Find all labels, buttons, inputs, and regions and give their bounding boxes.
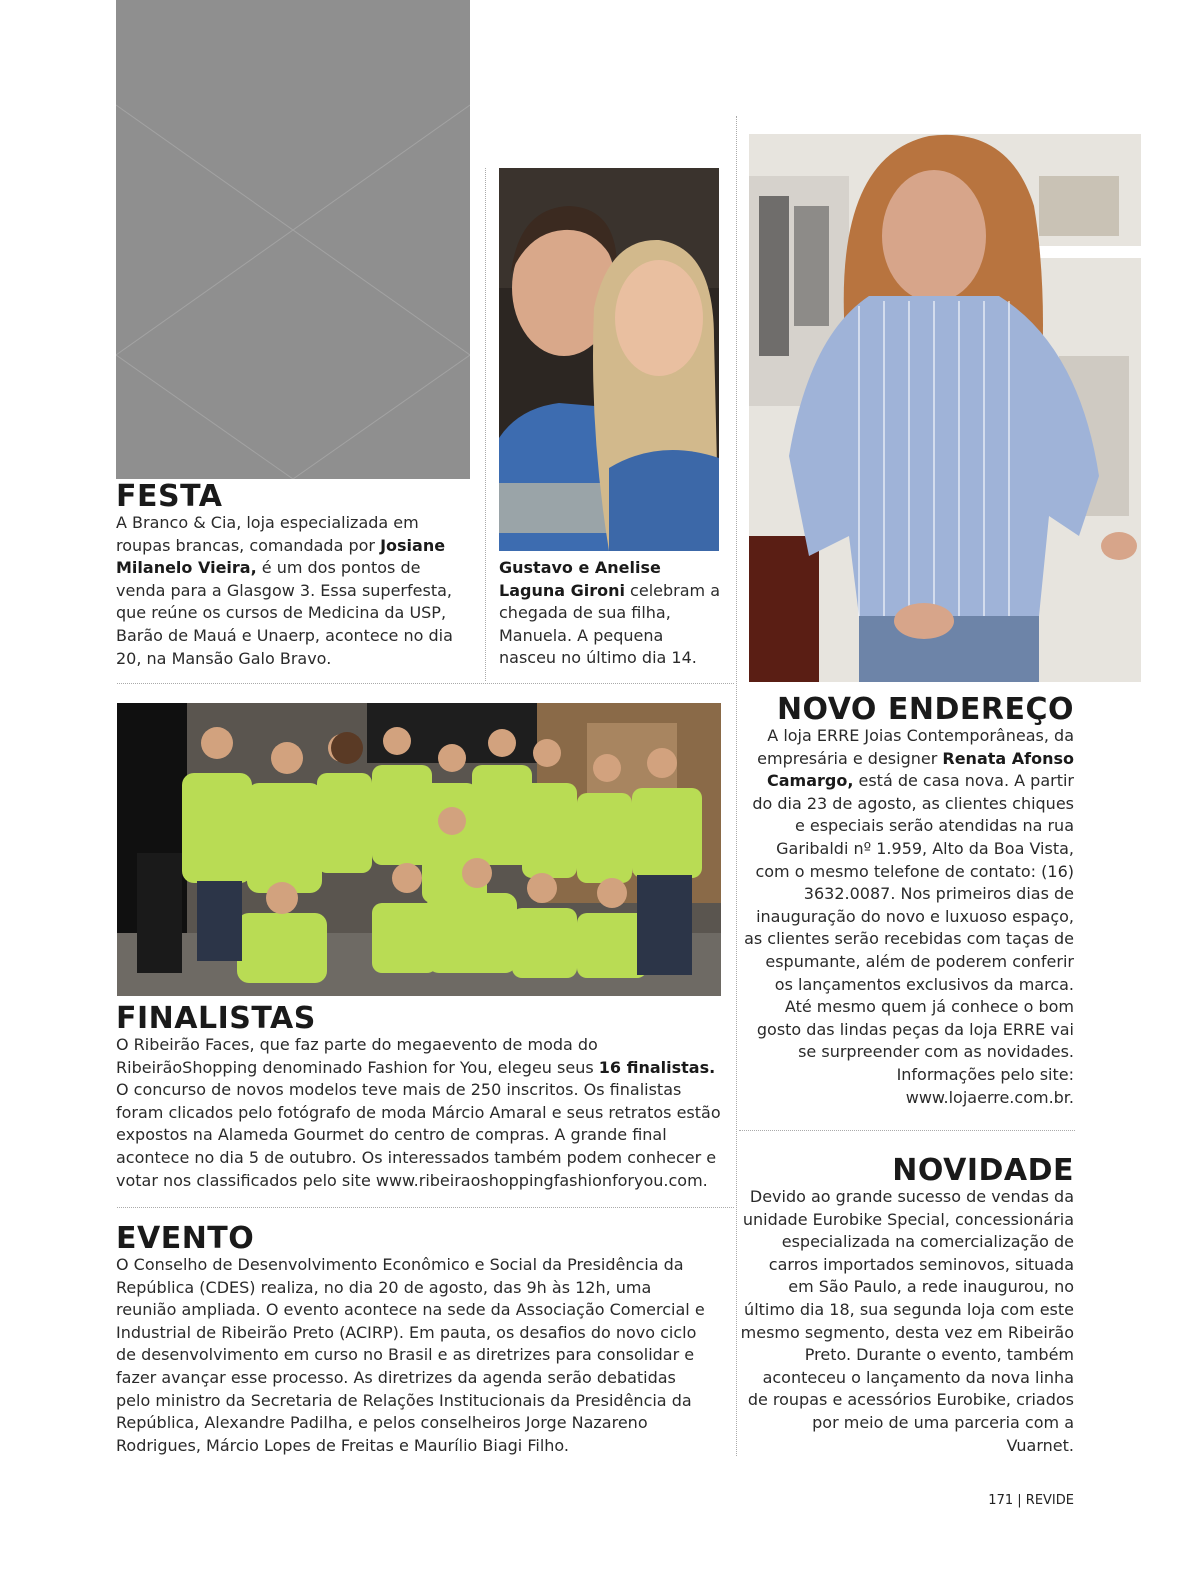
row-divider-middle	[117, 1207, 734, 1208]
placeholder-cross-icon	[116, 0, 470, 479]
magazine-name: REVIDE	[1025, 1493, 1074, 1508]
festa-text: A Branco & Cia, loja especializada em roupas brancas, comandada por Josiane Milanelo Vieira, é um dos pontos de venda para a Glasgow 3. Essa superfesta, que reúne os cursos de Medicina da USP, Barão de Mauá e Unaerp, acontece no dia 20, na Mansão Galo Bravo.	[116, 513, 453, 668]
novidade-heading: NOVIDADE	[892, 1153, 1074, 1188]
evento-text: O Conselho de Desenvolvimento Econômico e Social da Presidência da República (CDES) realiza, no dia 20 de agosto, das 9h às 12h, uma reunião ampliada. O evento acontece na sede da Associação Comercial e Industrial de Ribeirão Preto (ACIRP). Em pauta, os desafios do novo ciclo de desenvolvimento em curso no Brasil e as diretrizes para consolidar e fazer avançar esse processo. As diretrizes da agenda serão debatidas pelo ministro da Secretaria de Relações Institucionais da Presidência da República, Alexandre Padilha, e pelos conselheiros Jorge Nazareno Rodrigues, Márcio Lopes de Freitas e Maurílio Biagi Filho.	[116, 1255, 705, 1455]
finalistas-heading: FINALISTAS	[116, 1001, 316, 1036]
row-divider-top	[117, 683, 734, 684]
novo-endereco-text: A loja ERRE Joias Contemporâneas, da empresária e designer Renata Afonso Camargo, está de casa nova. A partir do dia 23 de agosto, as clientes chiques e especiais serão atendidas na rua Garibaldi nº 1.959, Alto da Boa Vista, com o mesmo telefone de contato: (16) 3632.0087. Nos primeiros dias de inauguração do novo e luxuoso espaço, as clientes serão recebidas com taças de espumante, além de poderem conferir os lançamentos exclusivos da marca. Até mesmo quem já conhece o bom gosto das lindas peças da loja ERRE vai se surpreender com as novidades. Informações pelo site: www.lojaerre.com.br.	[744, 726, 1074, 1107]
renata-store-photo	[749, 116, 1141, 682]
finalists-group-photo	[117, 703, 721, 996]
row-divider-right	[739, 1130, 1075, 1131]
column-divider-top-left	[485, 168, 486, 681]
novidade-text: Devido ao grande sucesso de vendas da unidade Eurobike Special, concessionária especializada na comercialização de carros importados seminovos, situada em São Paulo, a rede inaugurou, no último dia 18, sua segunda loja com este mesmo segmento, desta vez em Ribeirão Preto. Durante o evento, também aconteceu o lançamento da nova linha de roupas e acessórios Eurobike, criados por meio de uma parceria com a Vuarnet.	[740, 1187, 1074, 1455]
page-number: 171	[988, 1493, 1014, 1508]
festa-image-placeholder	[116, 0, 470, 479]
novo-endereco-heading: NOVO ENDEREÇO	[776, 692, 1074, 727]
page-footer	[988, 1493, 1074, 1508]
column-divider-right	[736, 116, 737, 1456]
festa-heading: FESTA	[116, 479, 223, 514]
footer-separator: |	[1017, 1493, 1022, 1508]
couple-caption: Gustavo e Anelise Laguna Gironi celebram a chegada de sua filha, Manuela. A pequena nasceu no último dia 14.	[499, 558, 720, 668]
finalistas-text: O Ribeirão Faces, que faz parte do megaevento de moda do RibeirãoShopping denominado Fashion for You, elegeu seus 16 finalistas. O concurso de novos modelos teve mais de 250 inscritos. Os finalistas foram clicados pelo fotógrafo de moda Márcio Amaral e seus retratos estão expostos na Alameda Gourmet do centro de compras. A grande final acontece no dia 5 de outubro. Os interessados também podem conhecer e votar nos classificados pelo site www.ribeiraoshoppingfashionforyou.com.	[116, 1035, 721, 1190]
couple-photo	[499, 168, 719, 551]
evento-heading: EVENTO	[116, 1221, 255, 1256]
